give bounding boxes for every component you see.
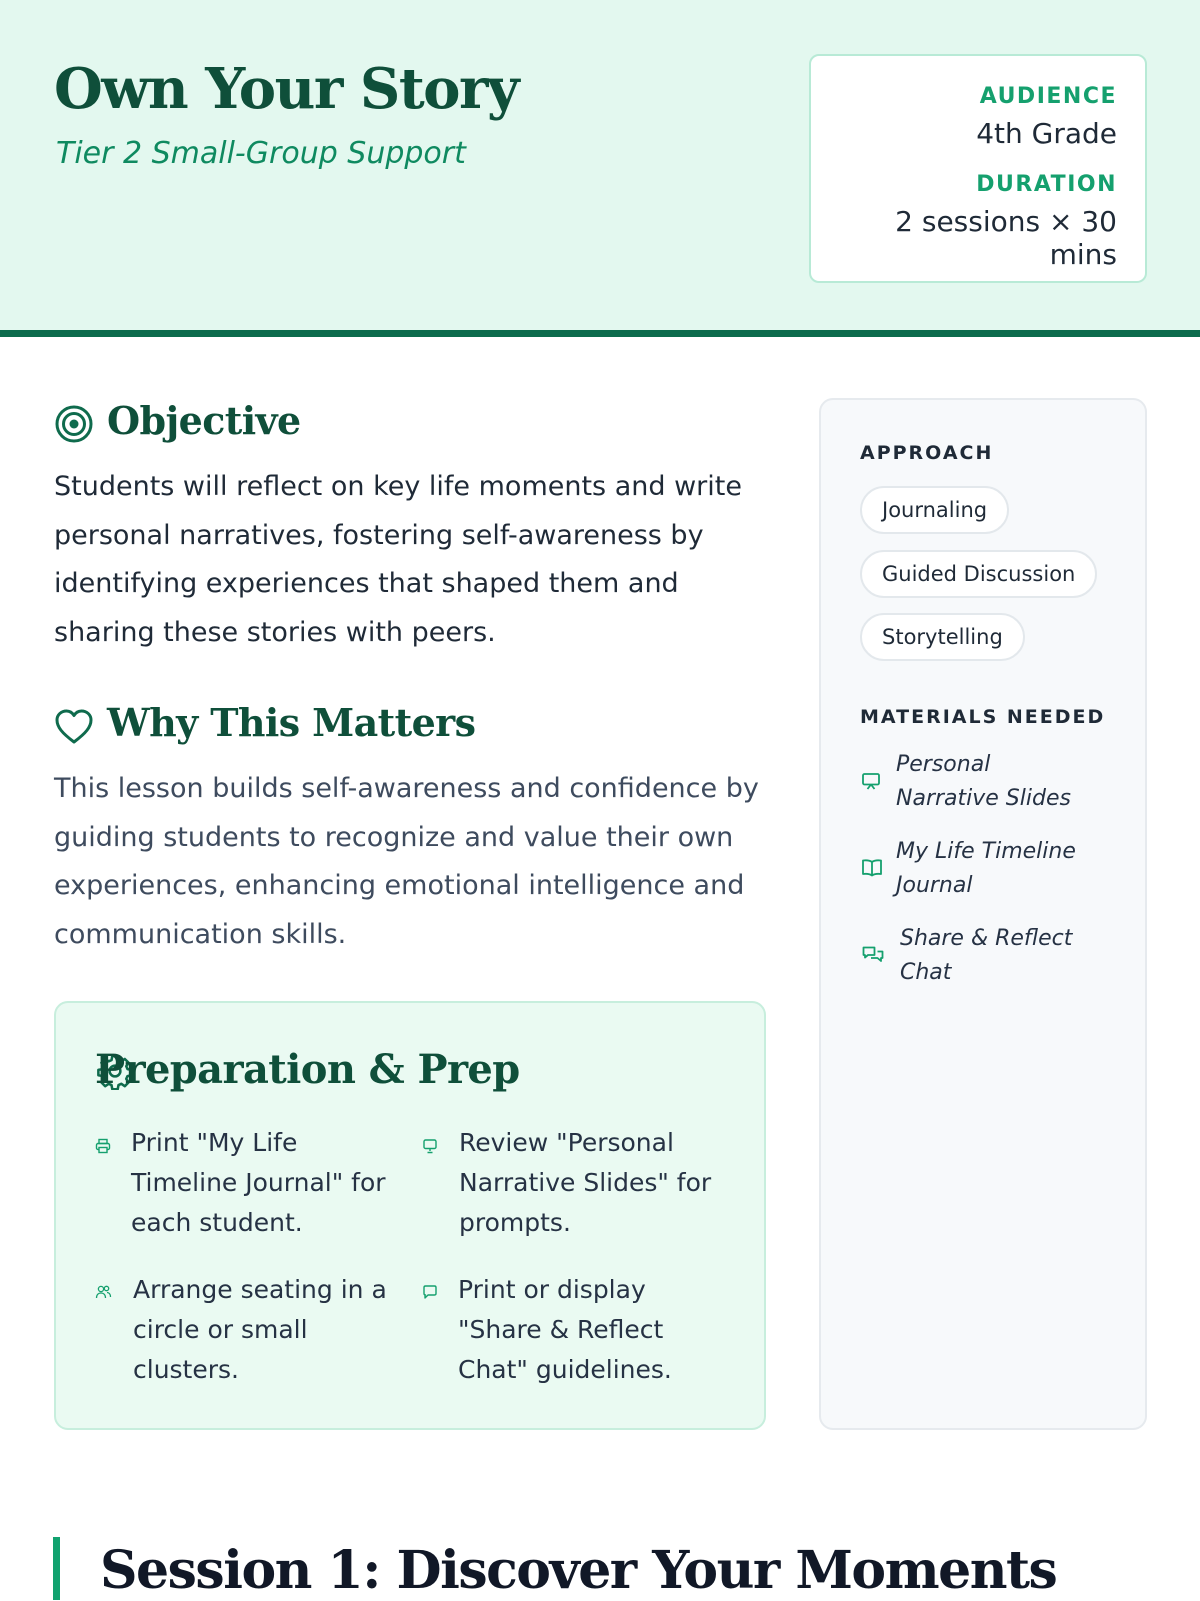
duration-label: DURATION bbox=[976, 172, 1117, 197]
approach-chip: Journaling bbox=[860, 486, 1009, 534]
material-item: Personal Narrative Slides bbox=[896, 752, 1071, 811]
audience-value: 4th Grade bbox=[976, 117, 1117, 150]
why-text: This lesson builds self-awareness and confidence by guiding students to recognize and value their own experiences, enhancing emotional intelligence and communication skills. bbox=[54, 773, 759, 950]
session-title: Session 1: Discover Your Moments bbox=[100, 1540, 1057, 1601]
material-item: My Life Timeline Journal bbox=[896, 839, 1076, 898]
audience-label: AUDIENCE bbox=[979, 84, 1117, 109]
material-item: Share & Reflect Chat bbox=[900, 926, 1073, 985]
page-title: Own Your Story bbox=[54, 56, 519, 122]
book-open-icon bbox=[861, 858, 883, 878]
heart-icon bbox=[54, 708, 94, 746]
session-accent-bar bbox=[53, 1537, 60, 1600]
chat-icon bbox=[422, 1284, 438, 1300]
prep-item: Print or display "Share & Reflect Chat" guidelines. bbox=[458, 1275, 672, 1384]
printer-icon bbox=[95, 1138, 111, 1154]
approach-label: APPROACH bbox=[860, 442, 994, 464]
prep-item: Print "My Life Timeline Journal" for each student. bbox=[131, 1128, 386, 1237]
presentation-icon bbox=[861, 771, 881, 791]
duration-value: 2 sessions × 30 mins bbox=[895, 205, 1117, 271]
objective-text: Students will reflect on key life moments and write personal narratives, fostering self-awareness by identifying experiences that shaped them and sharing these stories with peers. bbox=[54, 471, 742, 648]
materials-label: MATERIALS NEEDED bbox=[860, 706, 1106, 728]
chat-bubbles-icon bbox=[861, 944, 885, 968]
target-icon bbox=[54, 404, 94, 444]
why-title: Why This Matters bbox=[107, 700, 476, 745]
prep-title: Preparation & Prep bbox=[95, 1046, 520, 1093]
prep-item: Review "Personal Narrative Slides" for prompts. bbox=[459, 1128, 712, 1237]
approach-chip: Storytelling bbox=[860, 613, 1025, 661]
objective-title: Objective bbox=[107, 398, 301, 443]
prep-item: Arrange seating in a circle or small clusters. bbox=[133, 1275, 387, 1384]
users-icon bbox=[95, 1284, 112, 1300]
approach-chip: Guided Discussion bbox=[860, 550, 1097, 598]
lesson-meta-card bbox=[809, 54, 1147, 283]
page-subtitle: Tier 2 Small-Group Support bbox=[56, 136, 466, 171]
presentation-icon bbox=[422, 1138, 438, 1154]
